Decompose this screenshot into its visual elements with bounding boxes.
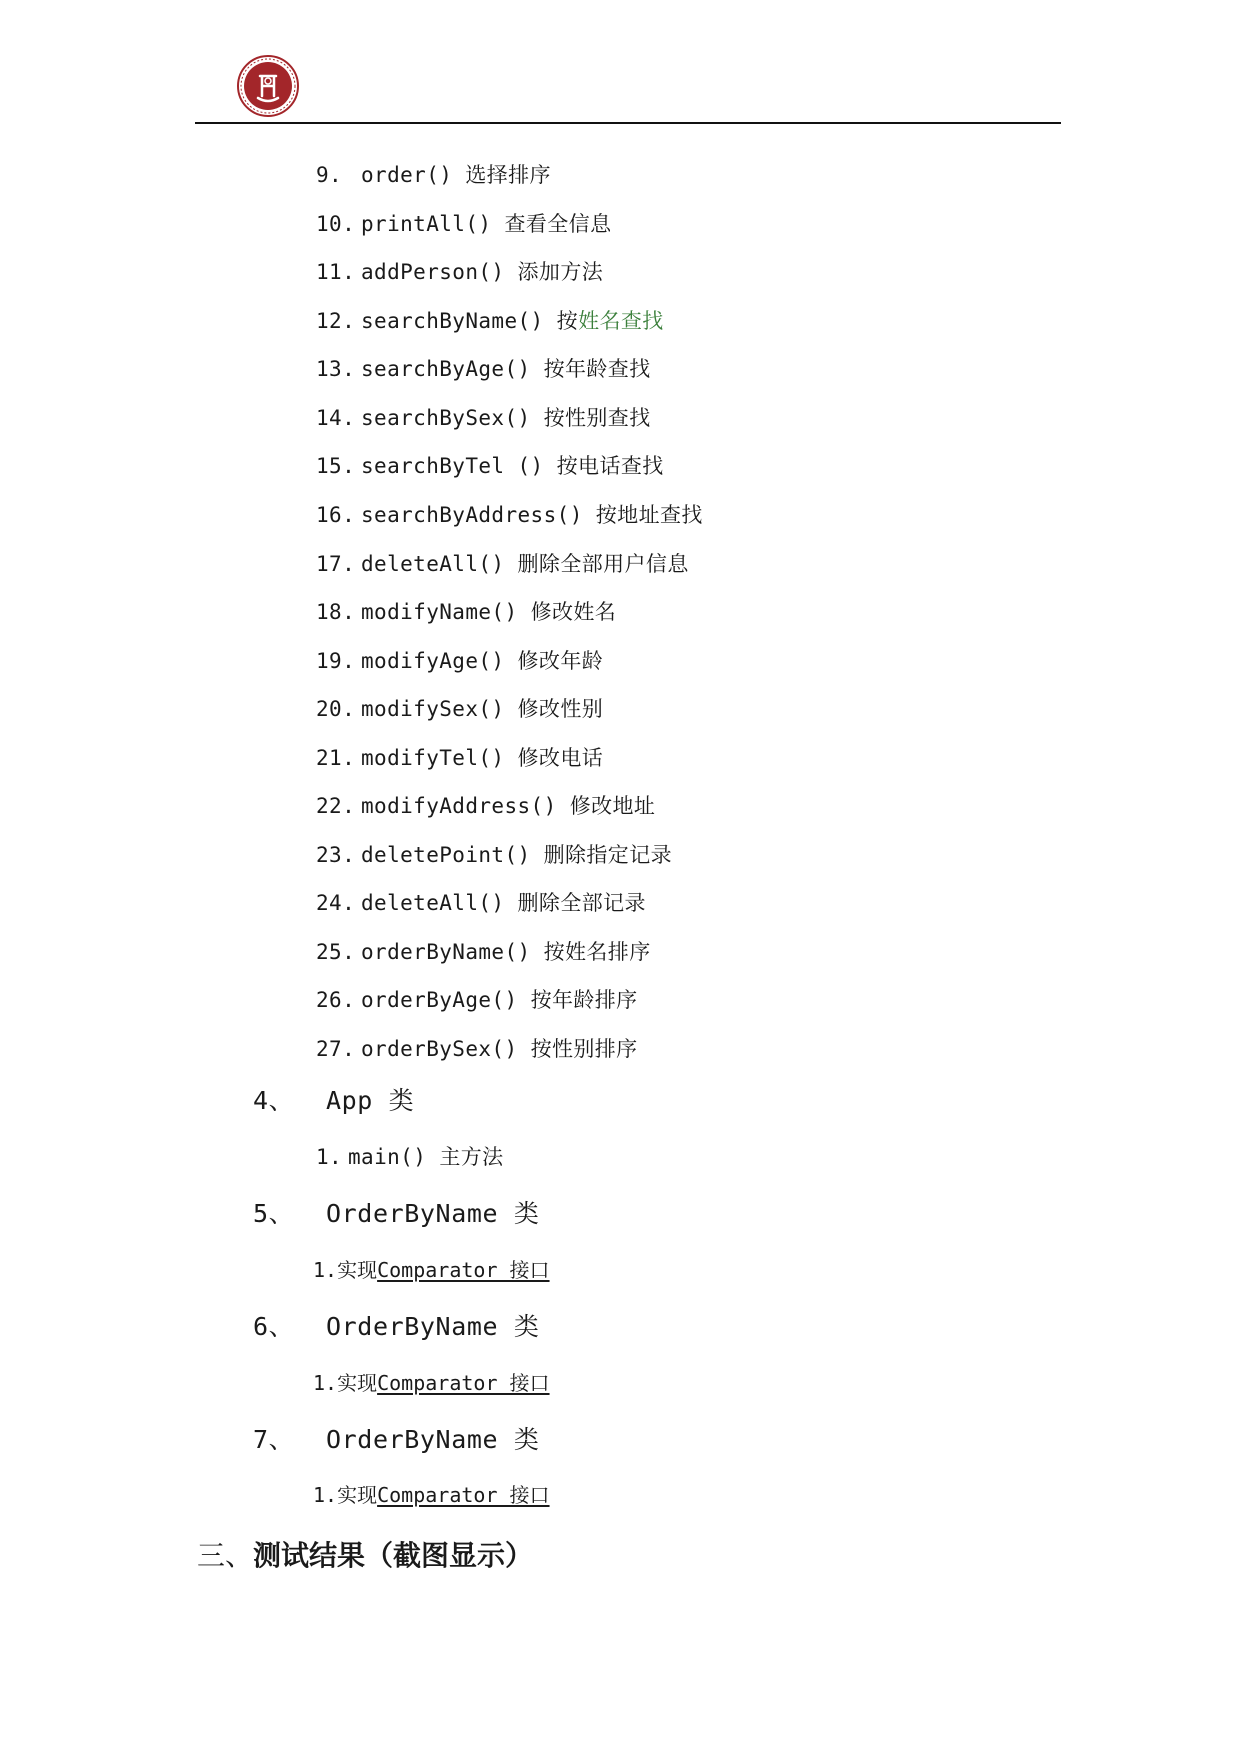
list-item: 10. printAll() 查看全信息 [316, 212, 612, 236]
list-item: 27. orderBySex() 按性别排序 [316, 1037, 638, 1061]
list-item: 1.实现Comparator 接口 [313, 1258, 550, 1282]
list-item: 9. order() 选择排序 [316, 163, 551, 187]
section-heading: 5、 OrderByName 类 [253, 1199, 540, 1228]
list-item: 22. modifyAddress() 修改地址 [316, 794, 656, 818]
list-item: 1.实现Comparator 接口 [313, 1483, 550, 1507]
list-item: 16. searchByAddress() 按地址查找 [316, 503, 703, 527]
list-item: 26. orderByAge() 按年龄排序 [316, 988, 638, 1012]
chapter-heading: 三、测试结果（截图显示） [197, 1539, 534, 1572]
list-item: 20. modifySex() 修改性别 [316, 697, 604, 721]
section-heading: 7、 OrderByName 类 [253, 1425, 540, 1454]
list-item: 1.实现Comparator 接口 [313, 1371, 550, 1395]
section-heading: 4、 App 类 [253, 1086, 415, 1115]
list-item: 15. searchByTel () 按电话查找 [316, 454, 664, 478]
university-seal-icon [236, 54, 300, 118]
list-item: 21. modifyTel() 修改电话 [316, 746, 604, 770]
section-heading: 6、 OrderByName 类 [253, 1312, 540, 1341]
list-item: 14. searchBySex() 按性别查找 [316, 406, 651, 430]
list-item: 25. orderByName() 按姓名排序 [316, 940, 651, 964]
list-item: 18. modifyName() 修改姓名 [316, 600, 617, 624]
list-item: 12. searchByName() 按姓名查找 [316, 309, 664, 333]
list-item: 1. main() 主方法 [316, 1145, 504, 1169]
list-item: 17. deleteAll() 删除全部用户信息 [316, 552, 689, 576]
list-item: 23. deletePoint() 删除指定记录 [316, 843, 673, 867]
list-item: 19. modifyAge() 修改年龄 [316, 649, 604, 673]
header-rule [195, 122, 1061, 124]
list-item: 11. addPerson() 添加方法 [316, 260, 604, 284]
list-item: 24. deleteAll() 删除全部记录 [316, 891, 646, 915]
list-item: 13. searchByAge() 按年龄查找 [316, 357, 651, 381]
